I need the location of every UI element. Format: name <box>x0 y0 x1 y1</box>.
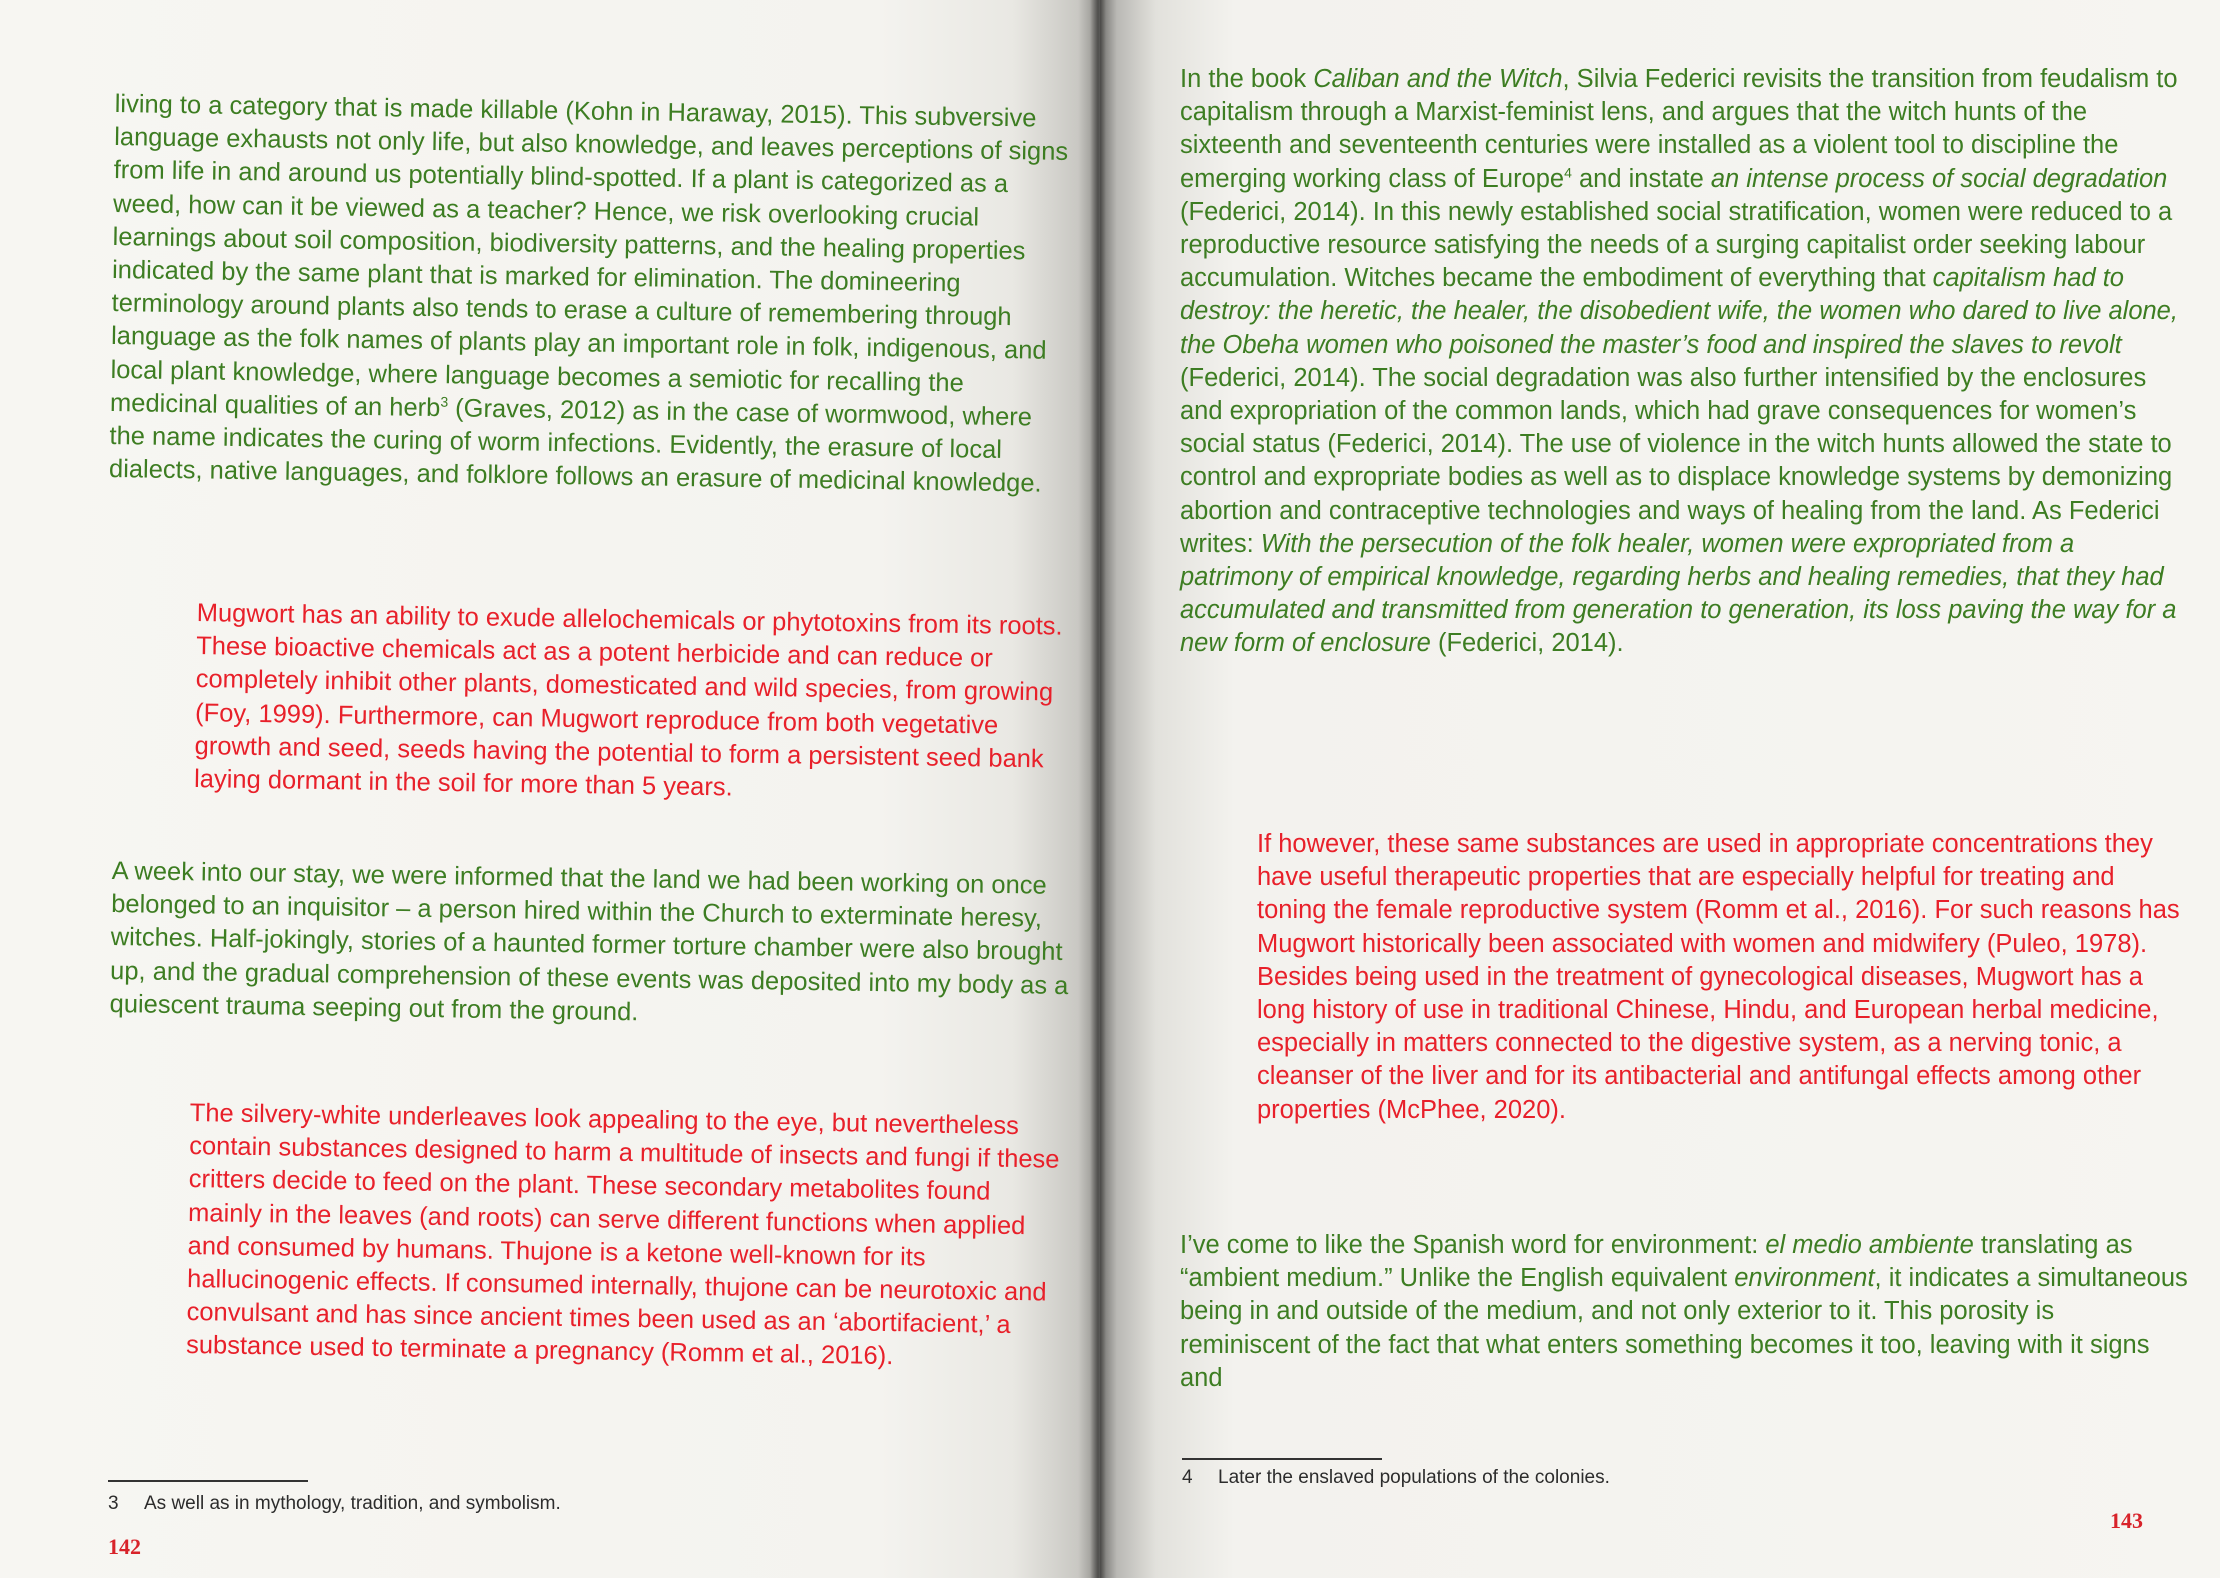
footnote-3: 3 As well as in mythology, tradition, and symbolism. <box>108 1493 561 1514</box>
page-number-left: 142 <box>108 1534 141 1559</box>
book-title: Caliban and the Witch <box>1313 65 1563 93</box>
left-paragraph-1: living to a category that is made killable (Kohn in Haraway, 2015). This subversive language exhausts not only life, but also knowledge, and leaves perceptions of signs from life in and around us potentially blind-spotted. If a plant is categorized as a weed, how can it be viewed as a teacher? Hence, we risk overlooking crucial learnings about soil composition, biodiversity patterns, and the healing properties indicated by the same plant that is marked for elimination. The domineering terminology around plants also tends to erase a culture of remembering through language as the folk names of plants play an important role in folk, indigenous, and local plant knowledge, where language becomes a semiotic for recalling the medicinal qualities of an herb$^3$ (Graves, 2012) as in the case of wormwood, where the name indicates the curing of worm infections. Evidently, the erasure of local dialects, native languages, and folklore follows an erasure of medicinal knowledge. <box>108 89 1069 498</box>
left-paragraph-2: A week into our stay, we were informed that the land we had been working on once belonged to an inquisitor – a person hired within the Church to exterminate heresy, witches. Half-jokingly, stories of a haunted former torture chamber were also brought up, and the gradual comprehension of these events was deposited into my body as a quiescent trauma seeping out from the ground. <box>109 856 1069 1027</box>
book-gutter <box>1090 0 1106 1578</box>
footnote-4: 4 Later the enslaved populations of the colonies. <box>1182 1467 1610 1488</box>
right-plant-note-1: If however, these same substances are used in appropriate concentrations they have useful therapeutic properties that are especially helpful for treating and toning the female reproductive system (Romm et al., 2016). For such reasons has Mugwort historically been associated with women and midwifery (Puleo, 1978). Besides being used in the treatment of gynecological diseases, Mugwort has a long history of use in traditional Chinese, Hindu, and European herbal medicine, especially in matters connected to the digestive system, as a nerving tonic, a cleanser of the liver and for its antibacterial and antifungal effects among other properties (McPhee, 2020). <box>1257 830 2180 1124</box>
left-plant-note-1: Mugwort has an ability to exude allelochemicals or phytotoxins from its roots. These bioactive chemicals act as a potent herbicide and can reduce or completely inhibit other plants, domesticated and wild species, from growing (Foy, 1999). Furthermore, can Mugwort reproduce from both vegetative growth and seed, seeds having the potential to form a persistent seed bank laying dormant in the soil for more than 5 years. <box>193 598 1063 802</box>
left-plant-note-2: The silvery-white underleaves look appealing to the eye, but nevertheless contain substances designed to harm a multitude of insects and fungi if these critters decide to feed on the plant. These secondary metabolites found mainly in the leaves (and roots) can serve different functions when applied and consumed by humans. Thujone is a ketone well-known for its hallucinogenic effects. If consumed internally, thujone can be neurotoxic and convulsant and has since ancient times been used as an ‘abortifacient,’ a substance used to terminate a pregnancy (Romm et al., 2016). <box>185 1098 1060 1371</box>
right-paragraph-1: In the book Caliban and the Witch, Silvia Federici revisits the transition from feudalism to capitalism through a Marxist-feminist lens, and argues that the witch hunts of the sixteenth and seventeenth centuries were installed as a violent tool to discipline the emerging working class of Europe$^4$ and instate an intense process of social degradation (Federici, 2014). In this newly established social stratification, women were reduced to a reproductive resource satisfying the needs of a surging capitalist order seeking labour accumulation. Witches became the embodiment of everything that capitalism had to destroy: the heretic, the healer, the disobedient wife, the women who dared to live alone, the Obeha women who poisoned the master’s food and inspired the slaves to revolt (Federici, 2014). The social degradation was also further intensified by the enclosures and expropriation of the common lands, which had grave consequences for women’s social status (Federici, 2014). The use of violence in the witch hunts allowed the state to control and expropriate bodies as well as to displace knowledge systems by demonizing abortion and contraceptive technologies and ways of healing from the land. As Federici writes: With the persecution of the folk healer, women were expropriated from a patrimony of empirical knowledge, regarding herbs and healing remedies, that they had accumulated and transmitted from generation to generation, its loss paving the way for a new form of enclosure (Federici, 2014). <box>1180 65 2178 658</box>
footnote-rule <box>108 1480 308 1482</box>
right-paragraph-2: I’ve come to like the Spanish word for environment: el medio ambiente translating as “ambient medium.” Unlike the English equivalent environment, it indicates a simultaneous being in and outside of the medium, and not only exterior to it. This porosity is reminiscent of the fact that what enters something becomes it too, leaving with it signs and <box>1180 1231 2188 1392</box>
page-number-right: 143 <box>2110 1508 2143 1533</box>
footnote-ref-4[interactable]: 4 <box>1564 164 1572 181</box>
right-page <box>1100 0 2220 1578</box>
footnote-ref-3[interactable]: 3 <box>440 393 449 410</box>
footnote-rule <box>1182 1458 1382 1460</box>
left-page <box>0 0 1100 1578</box>
